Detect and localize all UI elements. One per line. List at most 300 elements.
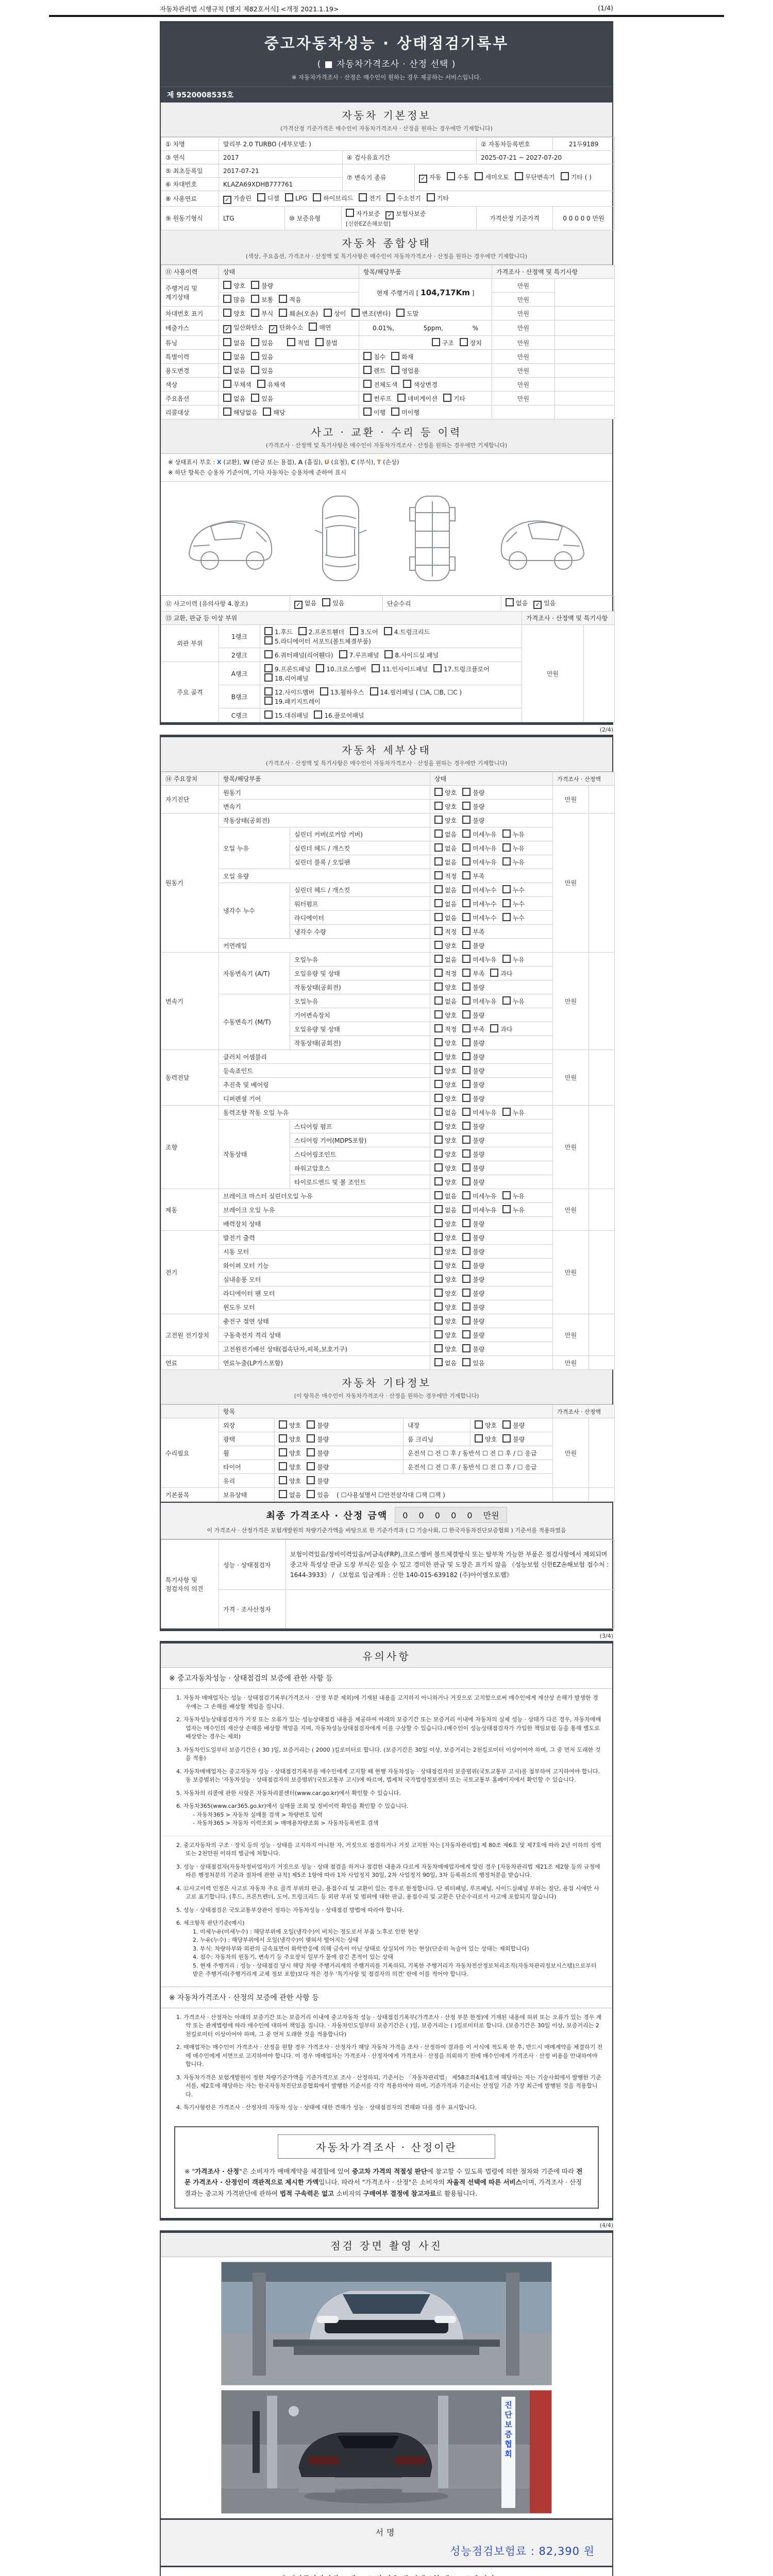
checkbox-option[interactable]: [502, 899, 525, 908]
checkbox-option[interactable]: [561, 172, 592, 181]
checkbox-option[interactable]: [502, 955, 525, 964]
checkbox-icon[interactable]: [346, 209, 354, 217]
checkbox-icon[interactable]: [447, 172, 455, 180]
checkbox-option[interactable]: [269, 323, 303, 333]
checked-checkbox-icon[interactable]: ✓: [223, 325, 231, 333]
checkbox-option[interactable]: [397, 394, 438, 403]
checkbox-icon[interactable]: [279, 1448, 287, 1456]
checkbox-icon[interactable]: [251, 366, 259, 374]
checkbox-icon[interactable]: [320, 687, 328, 696]
checked-checkbox-icon[interactable]: ✓: [223, 196, 231, 204]
checkbox-icon[interactable]: [384, 650, 393, 658]
checkbox-option[interactable]: [396, 309, 418, 318]
checkbox-option[interactable]: [462, 1080, 484, 1089]
checkbox-option[interactable]: [339, 650, 379, 659]
checkbox-option[interactable]: [320, 687, 364, 697]
checkbox-icon[interactable]: [257, 380, 265, 388]
checkbox-icon[interactable]: [363, 394, 372, 402]
checkbox-option[interactable]: [475, 1420, 497, 1430]
checkbox-option[interactable]: [351, 309, 391, 318]
checkbox-icon[interactable]: [434, 843, 443, 852]
checkbox-icon[interactable]: [434, 1205, 443, 1213]
checkbox-option[interactable]: [279, 1490, 301, 1499]
checkbox-option[interactable]: [403, 380, 437, 389]
checkbox-icon[interactable]: [502, 843, 511, 852]
checkbox-option[interactable]: [434, 1275, 457, 1284]
checkbox-option[interactable]: [462, 1219, 484, 1228]
checkbox-option[interactable]: [294, 599, 316, 609]
checkbox-icon[interactable]: [462, 1261, 470, 1269]
checkbox-option[interactable]: [462, 913, 496, 922]
checkbox-option[interactable]: [279, 295, 301, 304]
checkbox-icon[interactable]: [475, 172, 483, 180]
checkbox-option[interactable]: [434, 955, 457, 964]
checkbox-icon[interactable]: [462, 885, 470, 893]
checkbox-icon[interactable]: [432, 338, 440, 346]
checkbox-icon[interactable]: [462, 1122, 470, 1130]
checkbox-icon[interactable]: [372, 664, 380, 672]
checkbox-option[interactable]: [434, 816, 457, 825]
checkbox-option[interactable]: [264, 710, 308, 720]
checkbox-icon[interactable]: [396, 309, 405, 317]
checkbox-icon[interactable]: [502, 913, 511, 921]
checkbox-option[interactable]: [314, 710, 364, 720]
checkbox-option[interactable]: [502, 996, 525, 1006]
checkbox-option[interactable]: [490, 969, 512, 978]
checkbox-icon[interactable]: [264, 697, 273, 705]
checkbox-icon[interactable]: [434, 1024, 443, 1032]
checkbox-option[interactable]: [502, 1205, 525, 1214]
checkbox-icon[interactable]: [307, 1420, 315, 1429]
checkbox-icon[interactable]: [264, 664, 273, 672]
checkbox-icon[interactable]: [434, 871, 443, 879]
checkbox-icon[interactable]: [434, 857, 443, 866]
checkbox-icon[interactable]: [475, 1420, 483, 1429]
checkbox-icon[interactable]: [434, 1358, 443, 1366]
checkbox-option[interactable]: [264, 664, 310, 673]
checkbox-option[interactable]: [462, 1191, 496, 1200]
checkbox-icon[interactable]: [462, 802, 470, 810]
checkbox-icon[interactable]: [462, 969, 470, 977]
checkbox-icon[interactable]: [434, 1177, 443, 1185]
checkbox-icon[interactable]: [384, 627, 392, 635]
checkbox-icon[interactable]: [363, 352, 372, 360]
checkbox-icon[interactable]: [285, 193, 293, 201]
checkbox-icon[interactable]: [223, 352, 231, 360]
checkbox-icon[interactable]: [502, 1420, 511, 1429]
checkbox-icon[interactable]: [462, 1275, 470, 1283]
checkbox-icon[interactable]: [223, 380, 231, 388]
checkbox-icon[interactable]: [223, 309, 231, 317]
checkbox-option[interactable]: [434, 885, 457, 894]
checkbox-option[interactable]: [322, 598, 344, 607]
checkbox-icon[interactable]: [434, 788, 443, 796]
checkbox-icon[interactable]: [264, 650, 273, 658]
checkbox-icon[interactable]: [462, 1344, 470, 1352]
checkbox-icon[interactable]: [462, 1108, 470, 1116]
checkbox-option[interactable]: [316, 664, 366, 673]
checkbox-icon[interactable]: [287, 338, 295, 346]
checkbox-option[interactable]: [434, 1358, 457, 1367]
checkbox-option[interactable]: [462, 1358, 484, 1367]
checkbox-option[interactable]: [462, 1330, 484, 1340]
checkbox-icon[interactable]: [462, 1094, 470, 1102]
checkbox-option[interactable]: [434, 1024, 457, 1033]
checkbox-option[interactable]: [515, 172, 555, 181]
checkbox-icon[interactable]: [427, 193, 435, 201]
checkbox-icon[interactable]: [462, 1191, 470, 1199]
checkbox-option[interactable]: [432, 338, 454, 347]
checkbox-option[interactable]: [434, 1289, 457, 1298]
checkbox-option[interactable]: [372, 664, 428, 673]
checkbox-option[interactable]: [363, 408, 385, 417]
checkbox-icon[interactable]: [434, 802, 443, 810]
checkbox-option[interactable]: [384, 627, 430, 636]
checkbox-icon[interactable]: [462, 982, 470, 991]
checkbox-icon[interactable]: [502, 829, 511, 838]
checkbox-option[interactable]: [462, 1010, 484, 1020]
checkbox-icon[interactable]: [462, 1163, 470, 1172]
checkbox-icon[interactable]: [251, 309, 259, 317]
checkbox-option[interactable]: [434, 1205, 457, 1214]
checkbox-option[interactable]: [223, 352, 245, 361]
checkbox-icon[interactable]: [462, 1052, 470, 1060]
checkbox-option[interactable]: [434, 1344, 457, 1353]
checkbox-icon[interactable]: [462, 1316, 470, 1325]
checkbox-option[interactable]: [434, 1316, 457, 1326]
checkbox-option[interactable]: [502, 1434, 525, 1444]
checkbox-icon[interactable]: [298, 627, 307, 635]
checkbox-option[interactable]: [434, 913, 457, 922]
checkbox-option[interactable]: [257, 380, 285, 389]
checkbox-icon[interactable]: [462, 1358, 470, 1366]
checkbox-option[interactable]: [462, 1233, 484, 1242]
checkbox-option[interactable]: [462, 1122, 484, 1131]
checkbox-option[interactable]: [251, 338, 273, 347]
checkbox-option[interactable]: [462, 941, 484, 950]
checkbox-option[interactable]: [506, 598, 528, 607]
checkbox-icon[interactable]: [351, 309, 360, 317]
checkbox-icon[interactable]: [462, 1149, 470, 1158]
checkbox-icon[interactable]: [434, 1344, 443, 1352]
checkbox-option[interactable]: [434, 941, 457, 950]
checkbox-option[interactable]: [363, 366, 385, 375]
checkbox-icon[interactable]: [462, 1080, 470, 1088]
checkbox-option[interactable]: [434, 1191, 457, 1200]
checkbox-option[interactable]: [264, 636, 371, 646]
checkbox-option[interactable]: [462, 982, 484, 992]
checkbox-icon[interactable]: [433, 664, 442, 672]
checkbox-option[interactable]: [434, 788, 457, 797]
checkbox-option[interactable]: [223, 194, 251, 204]
checkbox-option[interactable]: [502, 857, 525, 867]
checkbox-option[interactable]: [251, 281, 273, 290]
checkbox-icon[interactable]: [434, 1122, 443, 1130]
checkbox-option[interactable]: [223, 323, 263, 333]
checkbox-icon[interactable]: [279, 1462, 287, 1470]
checkbox-option[interactable]: [462, 996, 496, 1006]
checkbox-icon[interactable]: [561, 172, 569, 180]
checkbox-option[interactable]: [462, 1344, 484, 1353]
checkbox-option[interactable]: [315, 338, 338, 347]
checkbox-icon[interactable]: [434, 1010, 443, 1019]
checkbox-option[interactable]: [462, 1038, 484, 1047]
checkbox-option[interactable]: [419, 173, 441, 183]
checkbox-icon[interactable]: [434, 1247, 443, 1255]
checkbox-icon[interactable]: [309, 323, 317, 331]
checked-checkbox-icon[interactable]: ✓: [294, 601, 303, 609]
checkbox-option[interactable]: [434, 871, 457, 880]
checkbox-icon[interactable]: [462, 899, 470, 907]
checkbox-icon[interactable]: [434, 927, 443, 935]
checkbox-option[interactable]: [462, 1302, 484, 1312]
checkbox-option[interactable]: [434, 1261, 457, 1270]
checkbox-icon[interactable]: [462, 1177, 470, 1185]
checkbox-option[interactable]: [502, 913, 525, 922]
checkbox-option[interactable]: [434, 1108, 457, 1117]
checked-checkbox-icon[interactable]: ✓: [385, 211, 394, 219]
checkbox-option[interactable]: [384, 650, 439, 659]
checkbox-icon[interactable]: [475, 1434, 483, 1443]
checkbox-icon[interactable]: [307, 1462, 315, 1470]
checkbox-option[interactable]: [307, 1448, 329, 1458]
checkbox-option[interactable]: [462, 1205, 496, 1214]
checkbox-icon[interactable]: [434, 1136, 443, 1144]
checkbox-icon[interactable]: [307, 1476, 315, 1484]
checkbox-option[interactable]: [434, 996, 457, 1006]
checkbox-option[interactable]: [223, 366, 245, 375]
checkbox-icon[interactable]: [391, 366, 399, 374]
checkbox-option[interactable]: [264, 627, 293, 636]
checkbox-option[interactable]: [462, 1094, 484, 1103]
checkbox-icon[interactable]: [462, 1330, 470, 1338]
checkbox-option[interactable]: [434, 802, 457, 811]
checkbox-option[interactable]: [462, 788, 484, 797]
checkbox-icon[interactable]: [462, 913, 470, 921]
checkbox-icon[interactable]: [324, 309, 332, 317]
checkbox-icon[interactable]: [434, 885, 443, 893]
checkbox-icon[interactable]: [462, 857, 470, 866]
checkbox-icon[interactable]: [307, 1448, 315, 1456]
checkbox-option[interactable]: [363, 394, 392, 403]
checkbox-icon[interactable]: [460, 338, 468, 346]
checkbox-icon[interactable]: [264, 710, 273, 719]
checkbox-option[interactable]: [462, 829, 496, 839]
checkbox-option[interactable]: [434, 829, 457, 839]
checkbox-icon[interactable]: [434, 1233, 443, 1241]
checkbox-option[interactable]: [385, 209, 426, 219]
checkbox-option[interactable]: [502, 843, 525, 853]
checkbox-option[interactable]: [279, 1434, 301, 1444]
checkbox-option[interactable]: [391, 408, 419, 417]
checkbox-option[interactable]: [462, 857, 496, 867]
checkbox-icon[interactable]: [462, 1302, 470, 1311]
checkbox-icon[interactable]: [502, 1108, 511, 1116]
checkbox-option[interactable]: [434, 1080, 457, 1089]
checkbox-icon[interactable]: [502, 1191, 511, 1199]
checkbox-option[interactable]: [434, 1177, 457, 1187]
checkbox-option[interactable]: [462, 1066, 484, 1075]
checkbox-icon[interactable]: [307, 1490, 315, 1498]
checkbox-icon[interactable]: [462, 871, 470, 879]
checkbox-option[interactable]: [350, 627, 378, 636]
checkbox-option[interactable]: [434, 1136, 457, 1145]
checkbox-option[interactable]: [251, 366, 273, 375]
checkbox-option[interactable]: [462, 1149, 484, 1159]
checkbox-icon[interactable]: [263, 408, 271, 416]
checkbox-icon[interactable]: [490, 969, 498, 977]
checkbox-icon[interactable]: [502, 885, 511, 893]
checkbox-icon[interactable]: [391, 352, 399, 360]
checkbox-icon[interactable]: [350, 627, 358, 635]
checkbox-icon[interactable]: [462, 1205, 470, 1213]
checkbox-option[interactable]: [307, 1490, 329, 1499]
checkbox-option[interactable]: [298, 627, 344, 636]
checkbox-icon[interactable]: [434, 1066, 443, 1074]
checkbox-option[interactable]: [434, 969, 457, 978]
checkbox-option[interactable]: [391, 352, 413, 361]
checkbox-icon[interactable]: [462, 996, 470, 1005]
checkbox-option[interactable]: [434, 899, 457, 908]
checkbox-option[interactable]: [307, 1462, 329, 1471]
checkbox-icon[interactable]: [279, 309, 287, 317]
checkbox-icon[interactable]: [223, 281, 231, 289]
checkbox-icon[interactable]: [251, 394, 259, 402]
checkbox-icon[interactable]: [434, 1316, 443, 1325]
checkbox-option[interactable]: [370, 687, 462, 697]
checkbox-option[interactable]: [502, 1191, 525, 1200]
checkbox-icon[interactable]: [314, 710, 322, 719]
checkbox-icon[interactable]: [462, 788, 470, 796]
checkbox-option[interactable]: [251, 352, 273, 361]
checkbox-icon[interactable]: [251, 352, 259, 360]
checkbox-option[interactable]: [279, 1476, 301, 1485]
checkbox-icon[interactable]: [462, 829, 470, 838]
checkbox-icon[interactable]: [434, 1191, 443, 1199]
checkbox-option[interactable]: [462, 899, 496, 908]
checkbox-option[interactable]: [434, 1247, 457, 1256]
checkbox-icon[interactable]: [279, 1490, 287, 1498]
checkbox-option[interactable]: [434, 1066, 457, 1075]
checkbox-option[interactable]: [533, 599, 556, 609]
checkbox-option[interactable]: [462, 802, 484, 811]
checkbox-option[interactable]: [257, 193, 279, 202]
checkbox-option[interactable]: [502, 885, 525, 894]
checkbox-icon[interactable]: [251, 281, 259, 289]
checkbox-option[interactable]: [462, 1024, 484, 1033]
checkbox-option[interactable]: [434, 1122, 457, 1131]
checkbox-option[interactable]: [251, 394, 273, 403]
checkbox-option[interactable]: [434, 1094, 457, 1103]
checkbox-icon[interactable]: [370, 687, 378, 696]
checked-checkbox-icon[interactable]: ✓: [419, 175, 427, 183]
checkbox-option[interactable]: [462, 1108, 496, 1117]
checkbox-icon[interactable]: [462, 1024, 470, 1032]
checkbox-icon[interactable]: [434, 1219, 443, 1227]
checkbox-icon[interactable]: [223, 366, 231, 374]
checkbox-option[interactable]: [434, 927, 457, 936]
checkbox-option[interactable]: [462, 1163, 484, 1173]
checkbox-option[interactable]: [462, 871, 484, 880]
checkbox-icon[interactable]: [403, 380, 411, 388]
checkbox-option[interactable]: [264, 650, 333, 659]
checkbox-option[interactable]: [434, 1219, 457, 1228]
checkbox-icon[interactable]: [515, 172, 523, 180]
checkbox-icon[interactable]: [462, 843, 470, 852]
checkbox-option[interactable]: [223, 281, 245, 290]
checkbox-icon[interactable]: [434, 1094, 443, 1102]
checkbox-icon[interactable]: [363, 408, 372, 416]
checkbox-icon[interactable]: [502, 857, 511, 866]
checkbox-option[interactable]: [279, 1420, 301, 1430]
checkbox-option[interactable]: [223, 295, 245, 304]
checkbox-option[interactable]: [251, 309, 273, 318]
checkbox-icon[interactable]: [502, 955, 511, 963]
checkbox-icon[interactable]: [223, 295, 231, 303]
checkbox-option[interactable]: [462, 927, 484, 936]
checkbox-option[interactable]: [287, 338, 309, 347]
checkbox-option[interactable]: [462, 1316, 484, 1326]
checkbox-icon[interactable]: [257, 193, 265, 201]
checkbox-option[interactable]: [502, 829, 525, 839]
checkbox-option[interactable]: [462, 955, 496, 964]
checkbox-option[interactable]: [462, 885, 496, 894]
checkbox-option[interactable]: [443, 394, 465, 403]
checkbox-option[interactable]: [434, 843, 457, 853]
checkbox-icon[interactable]: [251, 295, 259, 303]
checkbox-icon[interactable]: [339, 650, 347, 658]
checkbox-icon[interactable]: [434, 1261, 443, 1269]
checkbox-icon[interactable]: [391, 408, 399, 416]
checkbox-icon[interactable]: [462, 1136, 470, 1144]
checkbox-option[interactable]: [279, 1462, 301, 1471]
checkbox-icon[interactable]: [363, 366, 372, 374]
checkbox-option[interactable]: [434, 1302, 457, 1312]
checkbox-option[interactable]: [434, 1038, 457, 1047]
checkbox-icon[interactable]: [462, 816, 470, 824]
checkbox-option[interactable]: [462, 1247, 484, 1256]
checkbox-option[interactable]: [462, 1261, 484, 1270]
checked-checkbox-icon[interactable]: ✓: [533, 601, 542, 609]
checkbox-icon[interactable]: [386, 193, 395, 201]
checkbox-option[interactable]: [462, 969, 484, 978]
checkbox-option[interactable]: [223, 309, 245, 318]
checkbox-icon[interactable]: [434, 1330, 443, 1338]
checkbox-option[interactable]: [251, 295, 273, 304]
checkbox-option[interactable]: [223, 338, 245, 347]
checkbox-option[interactable]: [307, 1420, 329, 1430]
checkbox-icon[interactable]: [363, 380, 372, 388]
checkbox-icon[interactable]: [434, 1289, 443, 1297]
checkbox-option[interactable]: [434, 1233, 457, 1242]
checkbox-option[interactable]: [313, 193, 353, 202]
checkbox-icon[interactable]: [434, 913, 443, 921]
checkbox-icon[interactable]: [264, 636, 273, 645]
checkbox-option[interactable]: [264, 697, 321, 706]
checkbox-icon[interactable]: [279, 1434, 287, 1443]
checkbox-icon[interactable]: [462, 927, 470, 935]
checkbox-icon[interactable]: [322, 598, 330, 606]
checkbox-icon[interactable]: [462, 1289, 470, 1297]
checkbox-icon[interactable]: [434, 982, 443, 991]
checkbox-option[interactable]: [462, 1289, 484, 1298]
checkbox-option[interactable]: [324, 309, 346, 318]
checkbox-option[interactable]: [462, 1275, 484, 1284]
checkbox-option[interactable]: [359, 193, 381, 202]
checkbox-option[interactable]: [223, 394, 245, 403]
checkbox-icon[interactable]: [462, 1233, 470, 1241]
checkbox-option[interactable]: [427, 193, 449, 202]
